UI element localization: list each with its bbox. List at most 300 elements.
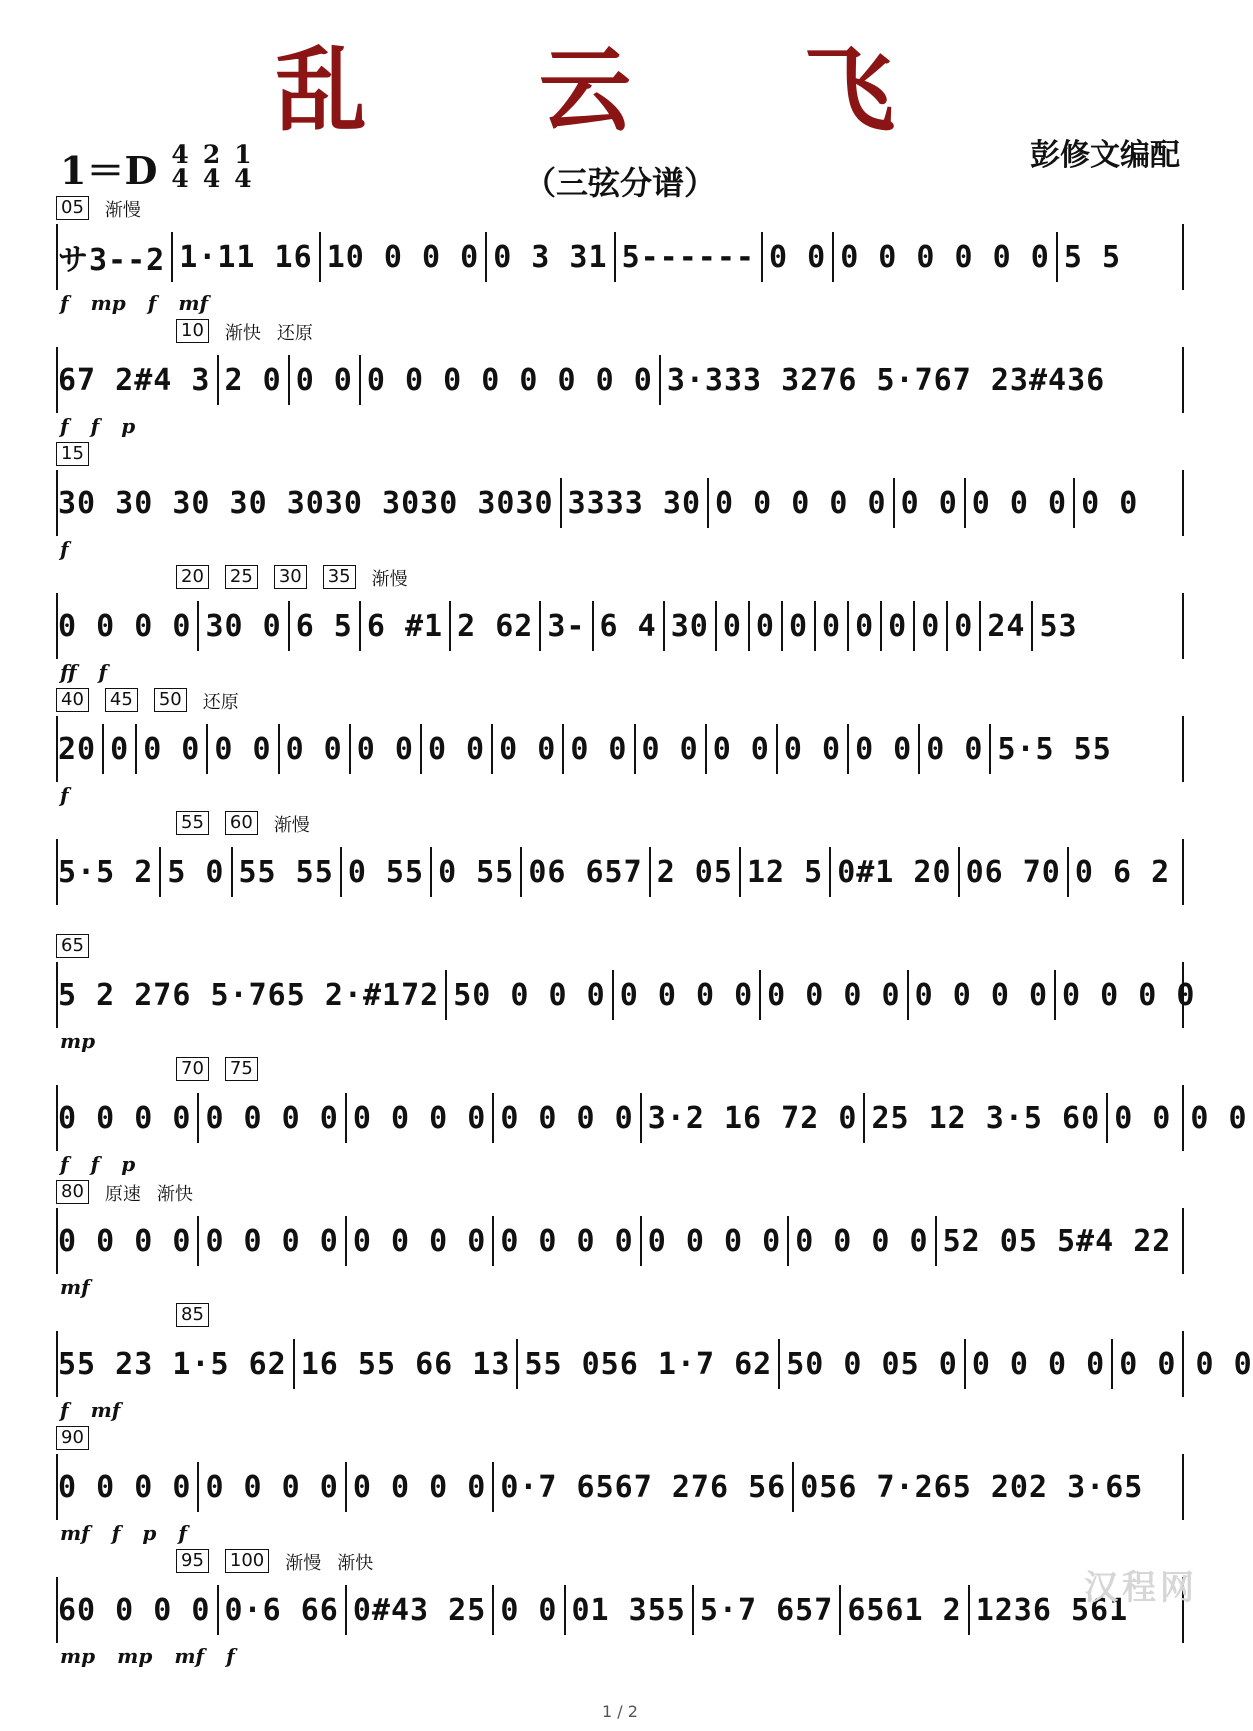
- measure-notes: 0 0 0 0: [500, 1223, 634, 1259]
- bar-line: [1073, 478, 1075, 528]
- watermark: 汉程网: [1084, 1568, 1198, 1608]
- measure-number: 65: [56, 934, 89, 958]
- measure-notes: 2 0: [224, 362, 282, 398]
- measure-notes: 5·7 657: [699, 1592, 834, 1628]
- score-row: [56, 196, 1184, 319]
- measure-number: 85: [176, 1303, 209, 1327]
- dynamic-marking: mf: [60, 1521, 90, 1545]
- bar-line: [491, 724, 493, 774]
- row-annotations: [176, 1057, 258, 1081]
- dynamic-marking: mf: [90, 1398, 121, 1422]
- bar-line: [863, 1093, 865, 1143]
- tempo-marking: 渐慢: [371, 569, 408, 590]
- measure-notes: 0 0 0 0: [205, 1100, 339, 1136]
- dynamics-line: [60, 783, 69, 807]
- row-annotations: [56, 442, 89, 466]
- measure-notes: 0 0 0 0: [58, 608, 192, 644]
- measure-notes: 0 0: [855, 731, 913, 767]
- measure-notes: 0 0: [499, 731, 557, 767]
- dynamics-line: [60, 1275, 90, 1299]
- measure-notes: 0 3 31: [493, 239, 608, 275]
- bar-line: [288, 601, 290, 651]
- bar-line: [171, 232, 173, 282]
- measure-notes: 0: [888, 608, 908, 644]
- dynamic-marking: f: [178, 1521, 187, 1545]
- bar-line: [197, 1093, 199, 1143]
- bar-line: [739, 847, 741, 897]
- row-annotations: [176, 319, 313, 345]
- bar-line: [492, 1585, 494, 1635]
- measure-notes: 0 0 0 0: [914, 977, 1049, 1013]
- dynamics-line: [60, 414, 135, 438]
- measure-notes: 2 05: [656, 854, 733, 890]
- measure-notes: 6 5: [295, 608, 353, 644]
- dynamics-line: [60, 1398, 120, 1422]
- measure-notes: 0 0: [712, 731, 770, 767]
- dynamic-marking: p: [121, 414, 136, 438]
- score-row: [56, 1303, 1253, 1426]
- measure-notes: 3·2 16 72 0: [647, 1100, 858, 1136]
- measure-notes: 0 0: [214, 731, 272, 767]
- dynamics-line: [60, 1152, 135, 1176]
- bar-line: [649, 847, 651, 897]
- measure-notes: 5·5 55: [997, 731, 1112, 767]
- bar-line: [918, 724, 920, 774]
- bar-line: [197, 1462, 199, 1512]
- measure-notes: 01 355: [571, 1592, 686, 1628]
- bar-line: [231, 847, 233, 897]
- tempo-marking: 还原: [202, 692, 239, 713]
- bar-line: [979, 601, 981, 651]
- bar-line: [562, 724, 564, 774]
- measure-notes: 60 0 0 0: [58, 1592, 211, 1628]
- score-row: [56, 1549, 1184, 1672]
- measure-notes: 30 30 30 30 3030 3030 3030: [58, 485, 554, 521]
- bar-line: [663, 601, 665, 651]
- dynamic-marking: p: [142, 1521, 157, 1545]
- bar-line: [516, 1339, 518, 1389]
- dynamic-marking: f: [60, 1152, 69, 1176]
- measure-number: 75: [225, 1057, 258, 1081]
- bar-line: [288, 355, 290, 405]
- measure-number: 10: [176, 319, 209, 343]
- tempo-marking: 渐快: [337, 1553, 374, 1574]
- measure-notes: 10 0 0 0: [326, 239, 480, 275]
- measure-notes: 0 0 0 0: [795, 1223, 929, 1259]
- notation-line: [56, 1331, 1253, 1397]
- measure-notes: 6561 2: [847, 1592, 962, 1628]
- measure-notes: 0: [822, 608, 842, 644]
- measure-notes: 24: [987, 608, 1026, 644]
- dynamic-marking: f: [60, 414, 69, 438]
- dynamics-line: [60, 537, 69, 561]
- dynamic-marking: f: [60, 537, 69, 561]
- measure-notes: 0: [921, 608, 941, 644]
- measure-notes: 6 #1: [366, 608, 444, 644]
- bar-line: [759, 970, 761, 1020]
- bar-line: [614, 232, 616, 282]
- row-annotations: [56, 196, 141, 222]
- measure-notes: 0: [788, 608, 808, 644]
- measure-notes: 5------: [621, 239, 755, 275]
- dynamics-line: [60, 1521, 187, 1545]
- dynamic-marking: f: [60, 291, 69, 315]
- measure-notes: 5 2 276 5·765 2·#172: [58, 977, 440, 1013]
- measure-notes: 1236 561: [975, 1592, 1129, 1628]
- notation-line: [56, 1454, 1184, 1520]
- measure-notes: 5·5 2: [58, 854, 154, 890]
- dynamic-marking: f: [111, 1521, 121, 1545]
- bar-line: [946, 601, 948, 651]
- arranger-credit: 彭修文编配: [1030, 138, 1180, 173]
- dynamic-marking: mf: [178, 291, 209, 315]
- row-annotations: [176, 1303, 209, 1327]
- measure-notes: 50 0 0 0: [453, 977, 606, 1013]
- bar-line: [814, 601, 816, 651]
- bar-line: [420, 724, 422, 774]
- measure-notes: 30 0: [205, 608, 282, 644]
- measure-notes: 0 0: [1081, 485, 1139, 521]
- bar-line: [880, 601, 882, 651]
- measure-notes: 0 0 0 0: [1062, 977, 1196, 1013]
- bar-line: [539, 601, 541, 651]
- measure-number: 50: [154, 688, 187, 712]
- measure-notes: 0 55: [438, 854, 515, 890]
- score-title: 乱 云 飞: [274, 36, 966, 144]
- dynamic-marking: mf: [60, 1275, 90, 1299]
- tempo-marking: 渐慢: [285, 1553, 322, 1574]
- score-row: [56, 1057, 1248, 1180]
- measure-notes: 0·7 6567 276 56: [500, 1469, 787, 1505]
- notation-line: [56, 962, 1196, 1028]
- dynamic-marking: ff: [60, 660, 77, 684]
- score-row: [56, 688, 1184, 811]
- bar-line: [340, 847, 342, 897]
- measure-notes: 0: [954, 608, 974, 644]
- row-annotations: [176, 1549, 373, 1575]
- bar-line: [913, 601, 915, 651]
- measure-notes: 0 0 0 0: [500, 1100, 634, 1136]
- measure-notes: 0 0 0 0 0 0 0 0: [366, 362, 653, 398]
- tempo-marking: 原速: [104, 1184, 141, 1205]
- bar-line: [659, 355, 661, 405]
- dynamic-marking: f: [147, 291, 157, 315]
- measure-notes: 16 55 66 13: [300, 1346, 511, 1382]
- bar-line: [839, 1585, 841, 1635]
- score-row: [56, 319, 1184, 442]
- measure-notes: 0 0 0 0: [352, 1469, 487, 1505]
- measure-notes: 0 0 0 0: [352, 1100, 487, 1136]
- bar-line: [847, 724, 849, 774]
- measure-number: 100: [225, 1549, 269, 1573]
- dynamic-marking: f: [60, 1398, 69, 1422]
- measure-notes: 67 2#4 3: [58, 362, 211, 398]
- notation-line: [56, 347, 1184, 413]
- measure-notes: 0 0 0 0 0 0: [840, 239, 1050, 275]
- measure-number: 70: [176, 1057, 209, 1081]
- bar-line: [492, 1216, 494, 1266]
- bar-line: [640, 1216, 642, 1266]
- bar-line: [964, 478, 966, 528]
- measure-number: 55: [176, 811, 209, 835]
- bar-line: [197, 1216, 199, 1266]
- measure-notes: 0 0: [500, 1592, 558, 1628]
- bar-line: [492, 1093, 494, 1143]
- measure-notes: 0 0: [295, 362, 353, 398]
- measure-number: 30: [274, 565, 307, 589]
- dynamics-line: [60, 1644, 235, 1668]
- bar-line: [345, 1216, 347, 1266]
- bar-line: [345, 1093, 347, 1143]
- measure-notes: 0 0 0 0: [1119, 1346, 1253, 1382]
- measure-notes: 0#1 20: [837, 854, 952, 890]
- tempo-marking: 渐快: [156, 1184, 193, 1205]
- bar-line: [792, 1462, 794, 1512]
- bar-line: [197, 601, 199, 651]
- measure-notes: 52 05 5#4 22: [942, 1223, 1172, 1259]
- measure-number: 40: [56, 688, 89, 712]
- bar-line: [968, 1585, 970, 1635]
- dynamic-marking: mp: [117, 1644, 153, 1668]
- bar-line: [778, 1339, 780, 1389]
- measure-number: 15: [56, 442, 89, 466]
- notation-line: [56, 470, 1184, 536]
- dynamic-marking: f: [90, 1152, 100, 1176]
- measure-notes: 056 7·265 202 3·65: [800, 1469, 1144, 1505]
- measure-notes: 12 5: [746, 854, 824, 890]
- bar-line: [492, 1462, 494, 1512]
- dynamics-line: [60, 291, 208, 315]
- measure-notes: 0 6 2: [1074, 854, 1171, 890]
- bar-line: [159, 847, 161, 897]
- measure-notes: 55 056 1·7 62: [524, 1346, 773, 1382]
- dynamics-line: [60, 660, 107, 684]
- bar-line: [319, 232, 321, 282]
- bar-line: [359, 601, 361, 651]
- score-row: [56, 934, 1196, 1057]
- measure-notes: 53: [1039, 608, 1078, 644]
- measure-notes: サ3--2: [58, 243, 166, 278]
- measure-notes: 3333 30: [567, 485, 702, 521]
- bar-line: [430, 847, 432, 897]
- bar-line: [715, 601, 717, 651]
- bar-line: [781, 601, 783, 651]
- measure-notes: 0 0 0 0 0: [715, 485, 887, 521]
- dynamic-marking: f: [90, 414, 100, 438]
- measure-number: 80: [56, 1180, 89, 1204]
- measure-notes: 0 55: [347, 854, 425, 890]
- key-label: 1＝D: [60, 147, 158, 193]
- measure-notes: 20: [58, 731, 97, 767]
- measure-notes: 0·6 66: [224, 1592, 339, 1628]
- bar-line: [359, 355, 361, 405]
- score-row: [56, 1426, 1184, 1549]
- bar-line: [893, 478, 895, 528]
- measure-notes: 0 0: [356, 731, 414, 767]
- dynamic-marking: f: [60, 783, 69, 807]
- notation-line: [56, 224, 1184, 290]
- measure-notes: 0 0 0 0: [767, 977, 901, 1013]
- bar-line: [692, 1585, 694, 1635]
- measure-number: 95: [176, 1549, 209, 1573]
- bar-line: [847, 601, 849, 651]
- measure-notes: 1·11 16: [179, 239, 313, 275]
- measure-notes: 0 0: [900, 485, 958, 521]
- dynamic-marking: mp: [60, 1029, 96, 1053]
- score-row: [56, 442, 1184, 565]
- row-annotations: [56, 1426, 89, 1450]
- bar-line: [832, 232, 834, 282]
- page-number: 1 / 2: [602, 1702, 638, 1721]
- measure-notes: 0 0: [427, 731, 486, 767]
- measure-notes: 0 0 0 0: [647, 1223, 782, 1259]
- measure-notes: 06 70: [965, 854, 1061, 890]
- measure-notes: 0 0 0 0: [58, 1223, 192, 1259]
- measure-notes: 5 0: [167, 854, 225, 890]
- measure-number: 45: [105, 688, 138, 712]
- bar-line: [445, 970, 447, 1020]
- bar-line: [278, 724, 280, 774]
- measure-notes: 50 0 05 0: [786, 1346, 958, 1382]
- tempo-marking: 还原: [276, 323, 313, 344]
- notation-line: [56, 839, 1184, 905]
- measure-number: 20: [176, 565, 209, 589]
- score-row: [56, 1180, 1184, 1303]
- notation-line: [56, 1577, 1184, 1643]
- bar-line: [293, 1339, 295, 1389]
- bar-line: [1056, 232, 1058, 282]
- measure-notes: 0: [722, 608, 742, 644]
- measure-notes: 0 0 0 0: [619, 977, 754, 1013]
- score-row: [56, 565, 1184, 688]
- measure-notes: 0 0: [641, 731, 699, 767]
- measure-notes: 25 12 3·5 60: [871, 1100, 1101, 1136]
- bar-line: [217, 1585, 219, 1635]
- bar-line: [1106, 1093, 1108, 1143]
- dynamic-marking: p: [121, 1152, 136, 1176]
- bar-line: [564, 1585, 566, 1635]
- bar-line: [345, 1585, 347, 1635]
- tempo-marking: 渐快: [224, 323, 261, 344]
- measure-notes: 0: [855, 608, 875, 644]
- measure-number: 60: [225, 811, 258, 835]
- bar-line: [989, 724, 991, 774]
- bar-line: [964, 1339, 966, 1389]
- bar-line: [449, 601, 451, 651]
- measure-notes: 6 4: [599, 608, 657, 644]
- measure-notes: 55 55: [238, 854, 334, 890]
- bar-line: [907, 970, 909, 1020]
- bar-line: [634, 724, 636, 774]
- bar-line: [707, 478, 709, 528]
- measure-notes: 2 62: [457, 608, 534, 644]
- time-signature: 1 4: [234, 140, 252, 193]
- dynamics-line: [60, 1029, 95, 1053]
- measure-notes: 0 0 0 0: [58, 1100, 192, 1136]
- row-annotations: [176, 811, 310, 837]
- bar-line: [1031, 601, 1033, 651]
- tempo-marking: 渐慢: [273, 815, 310, 836]
- bar-line: [761, 232, 763, 282]
- bar-line: [520, 847, 522, 897]
- bar-line: [345, 1462, 347, 1512]
- measure-notes: 0 0: [285, 731, 343, 767]
- row-annotations: [56, 934, 89, 958]
- measure-number: 05: [56, 196, 89, 220]
- dynamic-marking: mf: [174, 1644, 205, 1668]
- measure-notes: 0 0: [143, 731, 201, 767]
- bar-line: [748, 601, 750, 651]
- dynamic-marking: f: [98, 660, 108, 684]
- score-subtitle: （三弦分谱）: [523, 164, 716, 202]
- measure-notes: 0 0: [570, 731, 628, 767]
- bar-line: [829, 847, 831, 897]
- measure-notes: 0 0 0 0: [971, 1346, 1106, 1382]
- score-body: [56, 196, 1253, 1672]
- measure-notes: 0 0 0 0: [58, 1469, 192, 1505]
- notation-line: [56, 1085, 1248, 1151]
- row-annotations: [176, 565, 408, 591]
- measure-number: 25: [225, 565, 258, 589]
- measure-notes: 0: [110, 731, 130, 767]
- bar-line: [217, 355, 219, 405]
- measure-notes: 0: [755, 608, 775, 644]
- measure-notes: 0 0: [926, 731, 984, 767]
- bar-line: [485, 232, 487, 282]
- bar-line: [1111, 1339, 1113, 1389]
- time-signature: 4 4: [171, 140, 189, 193]
- measure-notes: 55 23 1·5 62: [58, 1346, 287, 1382]
- notation-line: [56, 716, 1184, 782]
- measure-notes: 0 0 0 0: [205, 1469, 339, 1505]
- measure-notes: 30: [670, 608, 709, 644]
- dynamic-marking: mp: [60, 1644, 96, 1668]
- measure-notes: 0 0 0 0: [1114, 1100, 1248, 1136]
- measure-notes: 0 0 0 0: [205, 1223, 339, 1259]
- measure-number: 35: [323, 565, 356, 589]
- bar-line: [612, 970, 614, 1020]
- bar-line: [560, 478, 562, 528]
- measure-notes: 0 0 0 0: [352, 1223, 487, 1259]
- measure-notes: 5 5: [1063, 239, 1122, 275]
- bar-line: [640, 1093, 642, 1143]
- notation-line: [56, 1208, 1184, 1274]
- bar-line: [787, 1216, 789, 1266]
- measure-notes: 06 657: [528, 854, 643, 890]
- dynamic-marking: mp: [90, 291, 126, 315]
- measure-notes: 0 0: [769, 239, 827, 275]
- bar-line: [705, 724, 707, 774]
- bar-line: [592, 601, 594, 651]
- bar-line: [102, 724, 104, 774]
- measure-notes: 0#43 25: [352, 1592, 487, 1628]
- bar-line: [1054, 970, 1056, 1020]
- bar-line: [206, 724, 208, 774]
- measure-notes: 0 0 0: [971, 485, 1068, 521]
- bar-line: [1067, 847, 1069, 897]
- time-signature: 2 4: [202, 140, 221, 193]
- measure-notes: 0 0: [783, 731, 842, 767]
- tempo-marking: 渐慢: [104, 200, 141, 221]
- bar-line: [349, 724, 351, 774]
- dynamic-marking: f: [226, 1644, 235, 1668]
- measure-notes: 3·333 3276 5·767 23#436: [666, 362, 1106, 398]
- bar-line: [776, 724, 778, 774]
- bar-line: [958, 847, 960, 897]
- bar-line: [135, 724, 137, 774]
- measure-number: 90: [56, 1426, 89, 1450]
- score-row: [56, 811, 1184, 934]
